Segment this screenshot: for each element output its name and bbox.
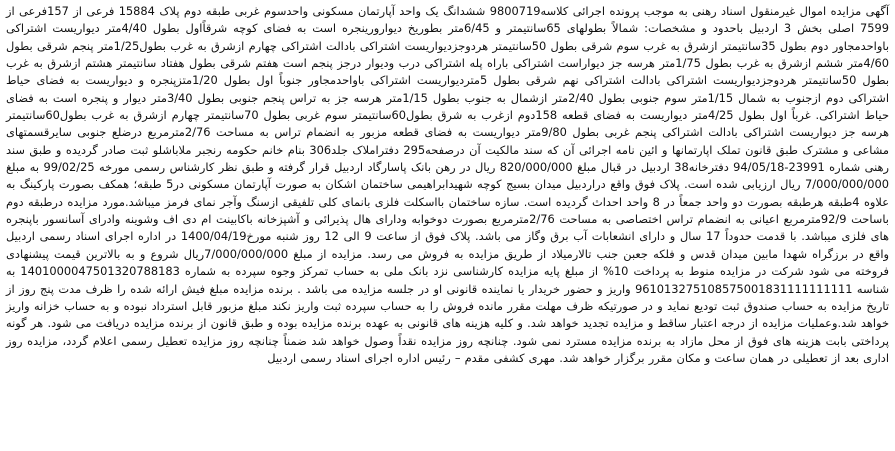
- auction-notice-body: آگهی مزایده اموال غیرمنقول اسناد رهنی به موجب پرونده اجرائی کلاسه9800719 ششدانگ یک واحد آپارتمان مسکونی واحدسوم غربی طبقه دوم پلاک 15884 فرعی از 157فرعی از 7599 اصلی بخش 3 اردبیل باحدود و مشخصات: شمالاً بطولهای 65سانتیمتر و 6/45متر بطوریخ دیوارورینجره است به فضای کوچه شرقاًاول بطول 4/40متر دیواریست اشتراکی باواحدمجاور دوم بطول 35سانتیمتر ازشرق به غرب سوم شرقی بطول 50سانتیمتر هردوجزدیواریست اشتراکی بادالت اشتراکی چهارم ازشرق به غرب بطول1/25متر پنجم شرقی بطول 4/60متر ششم ازشرق به غرب بطول 1/75متر هرسه جز دیواراست اشتراکی باراه پله اشتراکی درب ودیوار درجز پنجم است هفتم شرقی بطول هفتاد سانتیمتر هشتم ازشرق به غرب بطول 50سانتیمتر هردوجزدیواریست اشتراکی بادالت اشتراکی نهم شرقی بطول 5متردیواریست اشتراکی باواحدمجاور جنوباً اول بطول 1/20متزپنجره و دیواریست به فضای حیاط اشتراکی دوم ازجنوب به شمال 1/15متر سوم جنوبی بطول 2/40متر ازشمال به جنوب بطول 1/15متر هرسه جز به تراس پنجم جنوبی بطول 3/40متر دیوار و پنجره است به فضای حیاط اشتراکی. غرباً اول بطول 4/25متر دیواریست به فضای قطعه 158دوم ازغرب به شرق بطول60سانتیمتر سوم غربی بطول 70سانتیمتر چهارم ازشرق به غرب بطول60سانتیمتر هرسه جز دیواریست اشتراکی بادالت اشتراکی پنجم غربی بطول 9/80متر دیواریست به فضای قطعه مزبور به انضمام تراس به مساحت 2/76مترمربع درضلع جنوبی سایرقسمتهای مشاعی و مشترک طبق قانون تملک اپارتمانها و ائین نامه اجرائی آن که سند مالکیت آن درصفحه295 دفتراملاک جلد306 بنام خانم حکومه رنجبر ملاباشلو ثبت صادر گردیده و طبق سند رهنی شماره 23991-94/05/18 دفترخانه38 اردبیل در قبال مبلغ 820/000/000 ریال در رهن بانک پاسارگاد اردبیل قرار گرفته و طبق نظر کارشناس رسمی مورخه 99/02/25 به مبلغ 7/000/000/000 ریال ارزیابی شده است. پلاک فوق واقع دراردبیل میدان بسیج کوچه شهیدابراهیمی ساختمان اشکان به صورت آپارتمان مسکونی در5 طبقه؛ همکف بصورت پارکینگ به علاوه 4طبقه هرطبقه بصورت دو واحد جمعاً در 8 واحد احداث گردیده است. سازه ساختمان بااسکلت فلزی بانمای کلی تلفیقی ازسنگ وآجر نمای فرمز میباشد.مورد مزایده درطبقه دوم باساحت 92/9مترمربع اعیانی به انضمام تراس اختصاصی به مساحت 2/76مترمربع بصورت دوخوابه ودارای هال پذیرائی و آشپزخانه باکابینت ام دی اف وشوینه وادرای آسانسور باپنجره های فلزی میباشد. با قدمت حدوداً 17 سال و دارای انشعابات آب برق وگاز می باشد. پلاک فوق از ساعت 9 الی 12 روز شنبه مورخ1400/04/19 در اداره اجرای اسناد رسمی اردبیل واقع در برزگراه شهدا مابین میدان قدس و فلکه جعبن جنب تالارمیلاد از طریق مزایده به فروش می رسد. مزایده از مبلغ 7/000/000/000ریال شروع و به بالاترین قیمت پیشنهادی فروخته می شود شرکت در مزایده منوط به پرداخت 10% از مبلغ پایه مزایده کارشناسی نزد بانک ملی به حساب تمرکز وجوه سپرده به شماره 1401000047501320788183 به شناسه 961013275108575001831111111111 واریز و حضور خریدار یا نماینده قانونی او در جلسه مزایده می باشد . برنده مزایده مبلغ فیش ارائه شده را ظرف مدت پنج روز از تاریخ مزایده به حساب صندوق ثبت تودیع نماید و در صورتیکه ظرف مهلت مقرر مانده فروش را به حساب سپرده ثبت واریز نکند مبلغ مزبور قابل استرداد نبوده و به حساب خزانه واریز خواهد شد.وعملیات مزایده از درجه اعتبار ساقط و مزایده تجدید خواهد شد. و کلیه هزینه های قانونی به عهده برنده مزایده بوده و طبق قانون از برنده مزایده دریافت می شود. هر گونه پرداختی بابت هزینه های فوق از محل مازاد به برنده مزایده مسترد نمی شود. چنانچه روز مزایده نقداً وصول خواهد شد ضمناً چنانچه روز مزایده تعطیل رسمی اعلام گردد، مزایده روز اداری بعد از تعطیلی در همان ساعت و مکان مقرر برگزار خواهد شد. مهری کشفی مقدم – رئیس اداره اجرای اسناد رسمی اردبیل: [6, 4, 890, 365]
